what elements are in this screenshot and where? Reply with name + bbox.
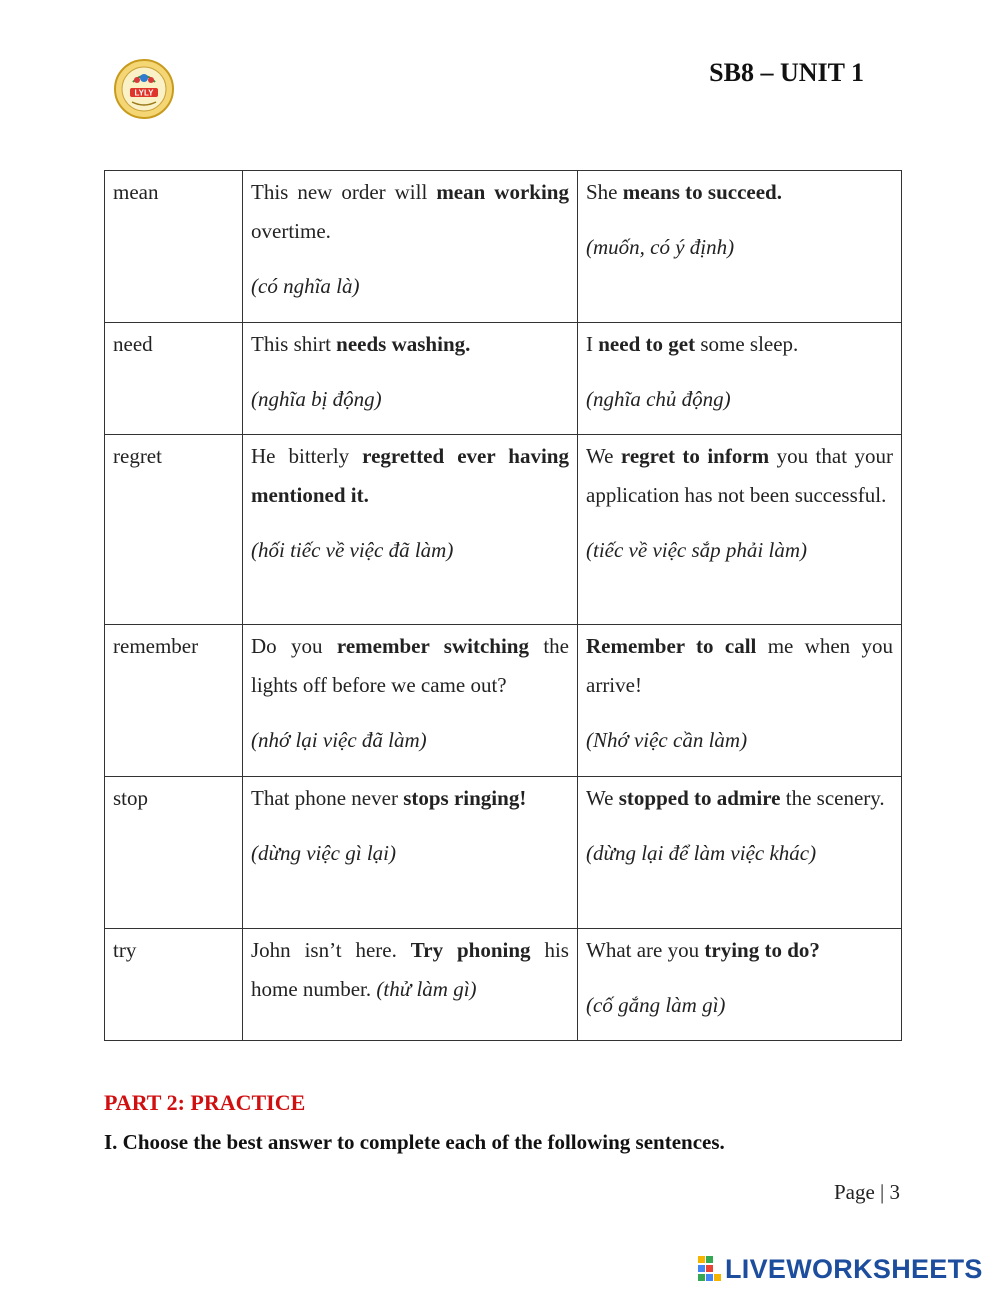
bold-phrase: stopped to admire	[618, 786, 781, 810]
page-number: Page | 3	[833, 1180, 900, 1204]
infinitive-example-cell	[578, 929, 902, 1041]
verb-usage-table	[104, 170, 902, 1041]
table-row	[105, 323, 902, 435]
liveworksheets-logo[interactable]	[698, 1254, 983, 1284]
verb-cell	[105, 435, 243, 625]
example-text: his home number.	[251, 938, 569, 1001]
bold-phrase: regret to inform	[620, 444, 770, 468]
example-text: I	[586, 332, 599, 356]
example-text: We	[586, 444, 621, 468]
verb-label: mean	[113, 180, 159, 204]
verb-cell	[105, 929, 243, 1041]
bold-phrase: mean working	[436, 180, 569, 204]
vietnamese-meaning: (nghĩa bị động)	[251, 387, 382, 411]
document-title: SB8 – UNIT 1	[709, 58, 864, 87]
example-text: some sleep.	[695, 332, 799, 356]
verb-label: need	[113, 332, 153, 356]
verb-label: stop	[113, 786, 149, 810]
example-sentence	[586, 931, 893, 970]
example-text: This shirt	[251, 332, 337, 356]
example-text: Do you	[251, 634, 337, 658]
example-text: you that your application has not been successful.	[586, 444, 893, 507]
infinitive-example-cell	[578, 323, 902, 435]
verb-cell	[105, 625, 243, 777]
vietnamese-meaning: (cố gắng làm gì)	[586, 993, 726, 1017]
example-text: John isn’t here.	[251, 938, 411, 962]
vietnamese-meaning: (tiếc về việc sắp phải làm)	[586, 538, 807, 562]
infinitive-example-cell	[578, 777, 902, 929]
example-text: She	[586, 180, 623, 204]
logo-text: LYLY	[134, 88, 154, 98]
example-text: overtime.	[251, 219, 331, 243]
example-sentence	[586, 173, 893, 212]
example-sentence	[586, 437, 893, 515]
example-text: We	[586, 786, 619, 810]
verb-label: remember	[113, 634, 199, 658]
example-sentence	[251, 627, 569, 705]
bold-phrase: means to succeed.	[622, 180, 782, 204]
gerund-example-cell	[243, 929, 578, 1041]
vietnamese-meaning: (muốn, có ý định)	[586, 235, 735, 259]
vietnamese-meaning: (dừng việc gì lại)	[251, 841, 396, 865]
gerund-example-cell	[243, 777, 578, 929]
example-text: the lights off before we came out?	[251, 634, 569, 697]
table-body	[105, 171, 902, 1041]
example-text: What are you	[586, 938, 705, 962]
vietnamese-meaning: (nhớ lại việc đã làm)	[251, 728, 427, 752]
bold-phrase: regretted ever having mentioned it.	[251, 444, 569, 507]
gerund-example-cell	[243, 171, 578, 323]
example-sentence	[251, 437, 569, 515]
example-sentence	[251, 931, 569, 1009]
school-logo	[113, 58, 175, 120]
example-sentence	[586, 627, 893, 705]
example-sentence	[251, 779, 569, 818]
vietnamese-meaning: (dừng lại để làm việc khác)	[586, 841, 817, 865]
table-row	[105, 435, 902, 625]
example-sentence	[251, 325, 569, 364]
example-sentence	[251, 173, 569, 251]
example-text: He bitterly	[251, 444, 363, 468]
bold-phrase: Try phoning	[410, 938, 531, 962]
verb-label: try	[113, 938, 137, 962]
gerund-example-cell	[243, 435, 578, 625]
example-sentence	[586, 779, 893, 818]
liveworksheets-text: LIVEWORKSHEETS	[725, 1253, 983, 1284]
table-row	[105, 777, 902, 929]
vietnamese-meaning: (hối tiếc về việc đã làm)	[251, 538, 454, 562]
verb-cell	[105, 323, 243, 435]
table-row	[105, 625, 902, 777]
gerund-example-cell	[243, 323, 578, 435]
bold-phrase: remember switching	[336, 634, 529, 658]
bold-phrase: Remember to call	[586, 634, 757, 658]
table-row	[105, 171, 902, 323]
example-text: me when you arrive!	[586, 634, 893, 697]
vietnamese-meaning: (Nhớ việc cần làm)	[586, 728, 748, 752]
exercise-instruction: I. Choose the best answer to complete each of the following sentences.	[104, 1130, 725, 1154]
verb-cell	[105, 777, 243, 929]
bold-phrase: trying to do?	[704, 938, 820, 962]
part2-title: PART 2: PRACTICE	[104, 1090, 306, 1115]
infinitive-example-cell	[578, 435, 902, 625]
verb-cell	[105, 171, 243, 323]
table-row	[105, 929, 902, 1041]
infinitive-example-cell	[578, 171, 902, 323]
vietnamese-meaning: (nghĩa chủ động)	[586, 387, 731, 411]
italic-translation: (thử làm gì)	[376, 977, 477, 1001]
bold-phrase: needs washing.	[336, 332, 471, 356]
bold-phrase: need to get	[598, 332, 696, 356]
example-sentence	[586, 325, 893, 364]
liveworksheets-icon	[698, 1256, 722, 1282]
gerund-example-cell	[243, 625, 578, 777]
example-text: That phone never	[251, 786, 404, 810]
bold-phrase: stops ringing!	[403, 786, 527, 810]
verb-label: regret	[113, 444, 162, 468]
example-text: This new order will	[251, 180, 437, 204]
vietnamese-meaning: (có nghĩa là)	[251, 274, 360, 298]
infinitive-example-cell	[578, 625, 902, 777]
example-text: the scenery.	[780, 786, 885, 810]
